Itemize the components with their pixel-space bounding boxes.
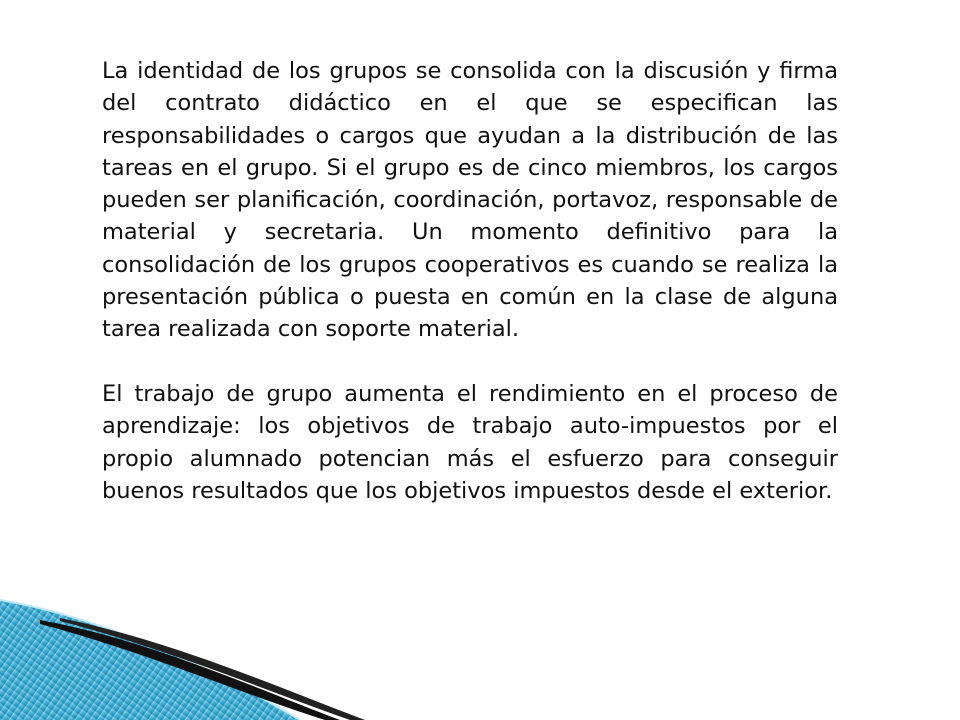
paragraph-group-identity: La identidad de los grupos se consolida con la discusión y firma del contrato didáctico en el que se especifican las responsabilidades o cargos que ayudan a la distribución de las tareas en el grupo. Si el grupo es de cinco miembros, los cargos pueden ser planificación, coordinación, portavoz, responsable de material y secretaria. Un momento definitivo para la consolidación de los grupos cooperativos es cuando se realiza la presentación pública o puesta en común en la clase de alguna tarea realizada con soporte material.: [102, 58, 838, 343]
paragraph-group-work: El trabajo de grupo aumenta el rendimiento en el proceso de aprendizaje: los objetivos de trabajo auto-impuestos por el propio alumnado potencian más el esfuerzo para conseguir buenos resultados que los objetivos impuestos desde el exterior.: [102, 381, 838, 505]
blue-corner-wedge: [0, 600, 300, 720]
text-body: [102, 55, 838, 507]
